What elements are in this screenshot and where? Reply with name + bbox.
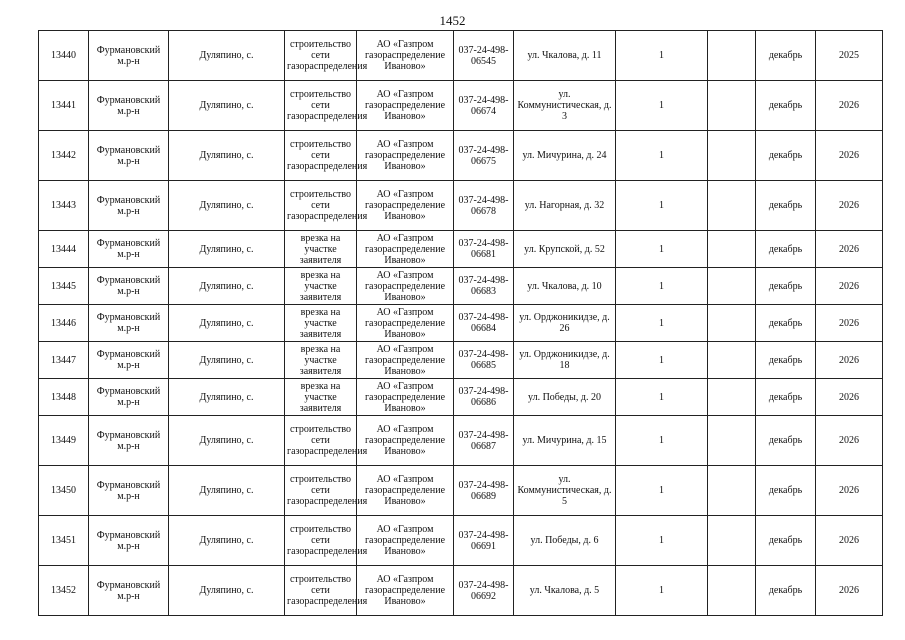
row-number-cell: 13445: [39, 268, 89, 305]
month-cell: декабрь: [756, 231, 816, 268]
quantity-cell: 1: [616, 466, 708, 516]
work-type-cell: строительство сети газораспределения: [285, 416, 357, 466]
year-cell: 2026: [816, 231, 883, 268]
organization-cell: АО «Газпром газораспределение Иваново»: [357, 466, 454, 516]
empty-cell: [708, 268, 756, 305]
year-cell: 2026: [816, 466, 883, 516]
settlement-cell: Дуляпино, с.: [169, 131, 285, 181]
row-number-cell: 13443: [39, 181, 89, 231]
empty-cell: [708, 131, 756, 181]
settlement-cell: Дуляпино, с.: [169, 466, 285, 516]
quantity-cell: 1: [616, 31, 708, 81]
organization-cell: АО «Газпром газораспределение Иваново»: [357, 268, 454, 305]
empty-cell: [708, 379, 756, 416]
request-code-cell: 037-24-498-06691: [454, 516, 514, 566]
district-cell: Фурмановский м.р-н: [89, 305, 169, 342]
settlement-cell: Дуляпино, с.: [169, 181, 285, 231]
district-cell: Фурмановский м.р-н: [89, 566, 169, 616]
work-type-cell: строительство сети газораспределения: [285, 516, 357, 566]
page-number: 1452: [439, 13, 466, 28]
address-cell: ул. Чкалова, д. 10: [514, 268, 616, 305]
empty-cell: [708, 416, 756, 466]
table-row: [39, 81, 883, 131]
request-code-cell: 037-24-498-06675: [454, 131, 514, 181]
district-cell: Фурмановский м.р-н: [89, 31, 169, 81]
work-type-cell: строительство сети газораспределения: [285, 131, 357, 181]
empty-cell: [708, 342, 756, 379]
year-cell: 2025: [816, 31, 883, 81]
address-cell: ул. Чкалова, д. 5: [514, 566, 616, 616]
work-type-cell: строительство сети газораспределения: [285, 566, 357, 616]
request-code-cell: 037-24-498-06684: [454, 305, 514, 342]
request-code-cell: 037-24-498-06686: [454, 379, 514, 416]
year-cell: 2026: [816, 516, 883, 566]
table-row: [39, 466, 883, 516]
empty-cell: [708, 466, 756, 516]
quantity-cell: 1: [616, 131, 708, 181]
settlement-cell: Дуляпино, с.: [169, 416, 285, 466]
address-cell: ул. Крупской, д. 52: [514, 231, 616, 268]
quantity-cell: 1: [616, 268, 708, 305]
district-cell: Фурмановский м.р-н: [89, 268, 169, 305]
district-cell: Фурмановский м.р-н: [89, 231, 169, 268]
work-type-cell: врезка на участке заявителя: [285, 231, 357, 268]
empty-cell: [708, 81, 756, 131]
table-row: [39, 566, 883, 616]
work-type-cell: строительство сети газораспределения: [285, 466, 357, 516]
year-cell: 2026: [816, 81, 883, 131]
organization-cell: АО «Газпром газораспределение Иваново»: [357, 342, 454, 379]
request-code-cell: 037-24-498-06689: [454, 466, 514, 516]
month-cell: декабрь: [756, 466, 816, 516]
table-row: [39, 181, 883, 231]
month-cell: декабрь: [756, 379, 816, 416]
row-number-cell: 13452: [39, 566, 89, 616]
month-cell: декабрь: [756, 268, 816, 305]
address-cell: ул. Победы, д. 6: [514, 516, 616, 566]
empty-cell: [708, 566, 756, 616]
address-cell: ул. Коммунистическая, д. 5: [514, 466, 616, 516]
quantity-cell: 1: [616, 416, 708, 466]
district-cell: Фурмановский м.р-н: [89, 181, 169, 231]
district-cell: Фурмановский м.р-н: [89, 516, 169, 566]
quantity-cell: 1: [616, 81, 708, 131]
quantity-cell: 1: [616, 181, 708, 231]
year-cell: 2026: [816, 131, 883, 181]
table-row: [39, 516, 883, 566]
row-number-cell: 13451: [39, 516, 89, 566]
district-cell: Фурмановский м.р-н: [89, 81, 169, 131]
organization-cell: АО «Газпром газораспределение Иваново»: [357, 416, 454, 466]
settlement-cell: Дуляпино, с.: [169, 231, 285, 268]
settlement-cell: Дуляпино, с.: [169, 342, 285, 379]
settlement-cell: Дуляпино, с.: [169, 31, 285, 81]
quantity-cell: 1: [616, 566, 708, 616]
settlement-cell: Дуляпино, с.: [169, 305, 285, 342]
table-row: [39, 305, 883, 342]
registry-table: [38, 30, 883, 616]
work-type-cell: врезка на участке заявителя: [285, 268, 357, 305]
request-code-cell: 037-24-498-06678: [454, 181, 514, 231]
address-cell: ул. Победы, д. 20: [514, 379, 616, 416]
district-cell: Фурмановский м.р-н: [89, 466, 169, 516]
month-cell: декабрь: [756, 81, 816, 131]
request-code-cell: 037-24-498-06683: [454, 268, 514, 305]
organization-cell: АО «Газпром газораспределение Иваново»: [357, 516, 454, 566]
request-code-cell: 037-24-498-06545: [454, 31, 514, 81]
table-row: [39, 131, 883, 181]
address-cell: ул. Чкалова, д. 11: [514, 31, 616, 81]
year-cell: 2026: [816, 268, 883, 305]
request-code-cell: 037-24-498-06681: [454, 231, 514, 268]
empty-cell: [708, 31, 756, 81]
table-row: [39, 379, 883, 416]
request-code-cell: 037-24-498-06687: [454, 416, 514, 466]
quantity-cell: 1: [616, 379, 708, 416]
district-cell: Фурмановский м.р-н: [89, 416, 169, 466]
year-cell: 2026: [816, 181, 883, 231]
month-cell: декабрь: [756, 342, 816, 379]
district-cell: Фурмановский м.р-н: [89, 131, 169, 181]
row-number-cell: 13449: [39, 416, 89, 466]
quantity-cell: 1: [616, 305, 708, 342]
district-cell: Фурмановский м.р-н: [89, 379, 169, 416]
address-cell: ул. Мичурина, д. 15: [514, 416, 616, 466]
quantity-cell: 1: [616, 516, 708, 566]
address-cell: ул. Коммунистическая, д. 3: [514, 81, 616, 131]
address-cell: ул. Мичурина, д. 24: [514, 131, 616, 181]
organization-cell: АО «Газпром газораспределение Иваново»: [357, 231, 454, 268]
table-row: [39, 31, 883, 81]
request-code-cell: 037-24-498-06685: [454, 342, 514, 379]
row-number-cell: 13440: [39, 31, 89, 81]
work-type-cell: строительство сети газораспределения: [285, 81, 357, 131]
settlement-cell: Дуляпино, с.: [169, 566, 285, 616]
year-cell: 2026: [816, 305, 883, 342]
row-number-cell: 13450: [39, 466, 89, 516]
table-row: [39, 231, 883, 268]
work-type-cell: врезка на участке заявителя: [285, 379, 357, 416]
address-cell: ул. Нагорная, д. 32: [514, 181, 616, 231]
table-row: [39, 342, 883, 379]
table-row: [39, 268, 883, 305]
row-number-cell: 13446: [39, 305, 89, 342]
settlement-cell: Дуляпино, с.: [169, 81, 285, 131]
work-type-cell: врезка на участке заявителя: [285, 342, 357, 379]
row-number-cell: 13444: [39, 231, 89, 268]
quantity-cell: 1: [616, 342, 708, 379]
empty-cell: [708, 305, 756, 342]
month-cell: декабрь: [756, 305, 816, 342]
row-number-cell: 13441: [39, 81, 89, 131]
month-cell: декабрь: [756, 31, 816, 81]
row-number-cell: 13442: [39, 131, 89, 181]
empty-cell: [708, 516, 756, 566]
year-cell: 2026: [816, 566, 883, 616]
organization-cell: АО «Газпром газораспределение Иваново»: [357, 305, 454, 342]
quantity-cell: 1: [616, 231, 708, 268]
month-cell: декабрь: [756, 516, 816, 566]
year-cell: 2026: [816, 379, 883, 416]
month-cell: декабрь: [756, 131, 816, 181]
month-cell: декабрь: [756, 181, 816, 231]
settlement-cell: Дуляпино, с.: [169, 516, 285, 566]
organization-cell: АО «Газпром газораспределение Иваново»: [357, 566, 454, 616]
address-cell: ул. Орджоникидзе, д. 18: [514, 342, 616, 379]
month-cell: декабрь: [756, 416, 816, 466]
organization-cell: АО «Газпром газораспределение Иваново»: [357, 81, 454, 131]
organization-cell: АО «Газпром газораспределение Иваново»: [357, 379, 454, 416]
work-type-cell: врезка на участке заявителя: [285, 305, 357, 342]
settlement-cell: Дуляпино, с.: [169, 268, 285, 305]
settlement-cell: Дуляпино, с.: [169, 379, 285, 416]
organization-cell: АО «Газпром газораспределение Иваново»: [357, 131, 454, 181]
address-cell: ул. Орджоникидзе, д. 26: [514, 305, 616, 342]
work-type-cell: строительство сети газораспределения: [285, 181, 357, 231]
work-type-cell: строительство сети газораспределения: [285, 31, 357, 81]
row-number-cell: 13447: [39, 342, 89, 379]
row-number-cell: 13448: [39, 379, 89, 416]
year-cell: 2026: [816, 342, 883, 379]
empty-cell: [708, 231, 756, 268]
request-code-cell: 037-24-498-06692: [454, 566, 514, 616]
year-cell: 2026: [816, 416, 883, 466]
organization-cell: АО «Газпром газораспределение Иваново»: [357, 31, 454, 81]
organization-cell: АО «Газпром газораспределение Иваново»: [357, 181, 454, 231]
district-cell: Фурмановский м.р-н: [89, 342, 169, 379]
table-row: [39, 416, 883, 466]
request-code-cell: 037-24-498-06674: [454, 81, 514, 131]
empty-cell: [708, 181, 756, 231]
month-cell: декабрь: [756, 566, 816, 616]
